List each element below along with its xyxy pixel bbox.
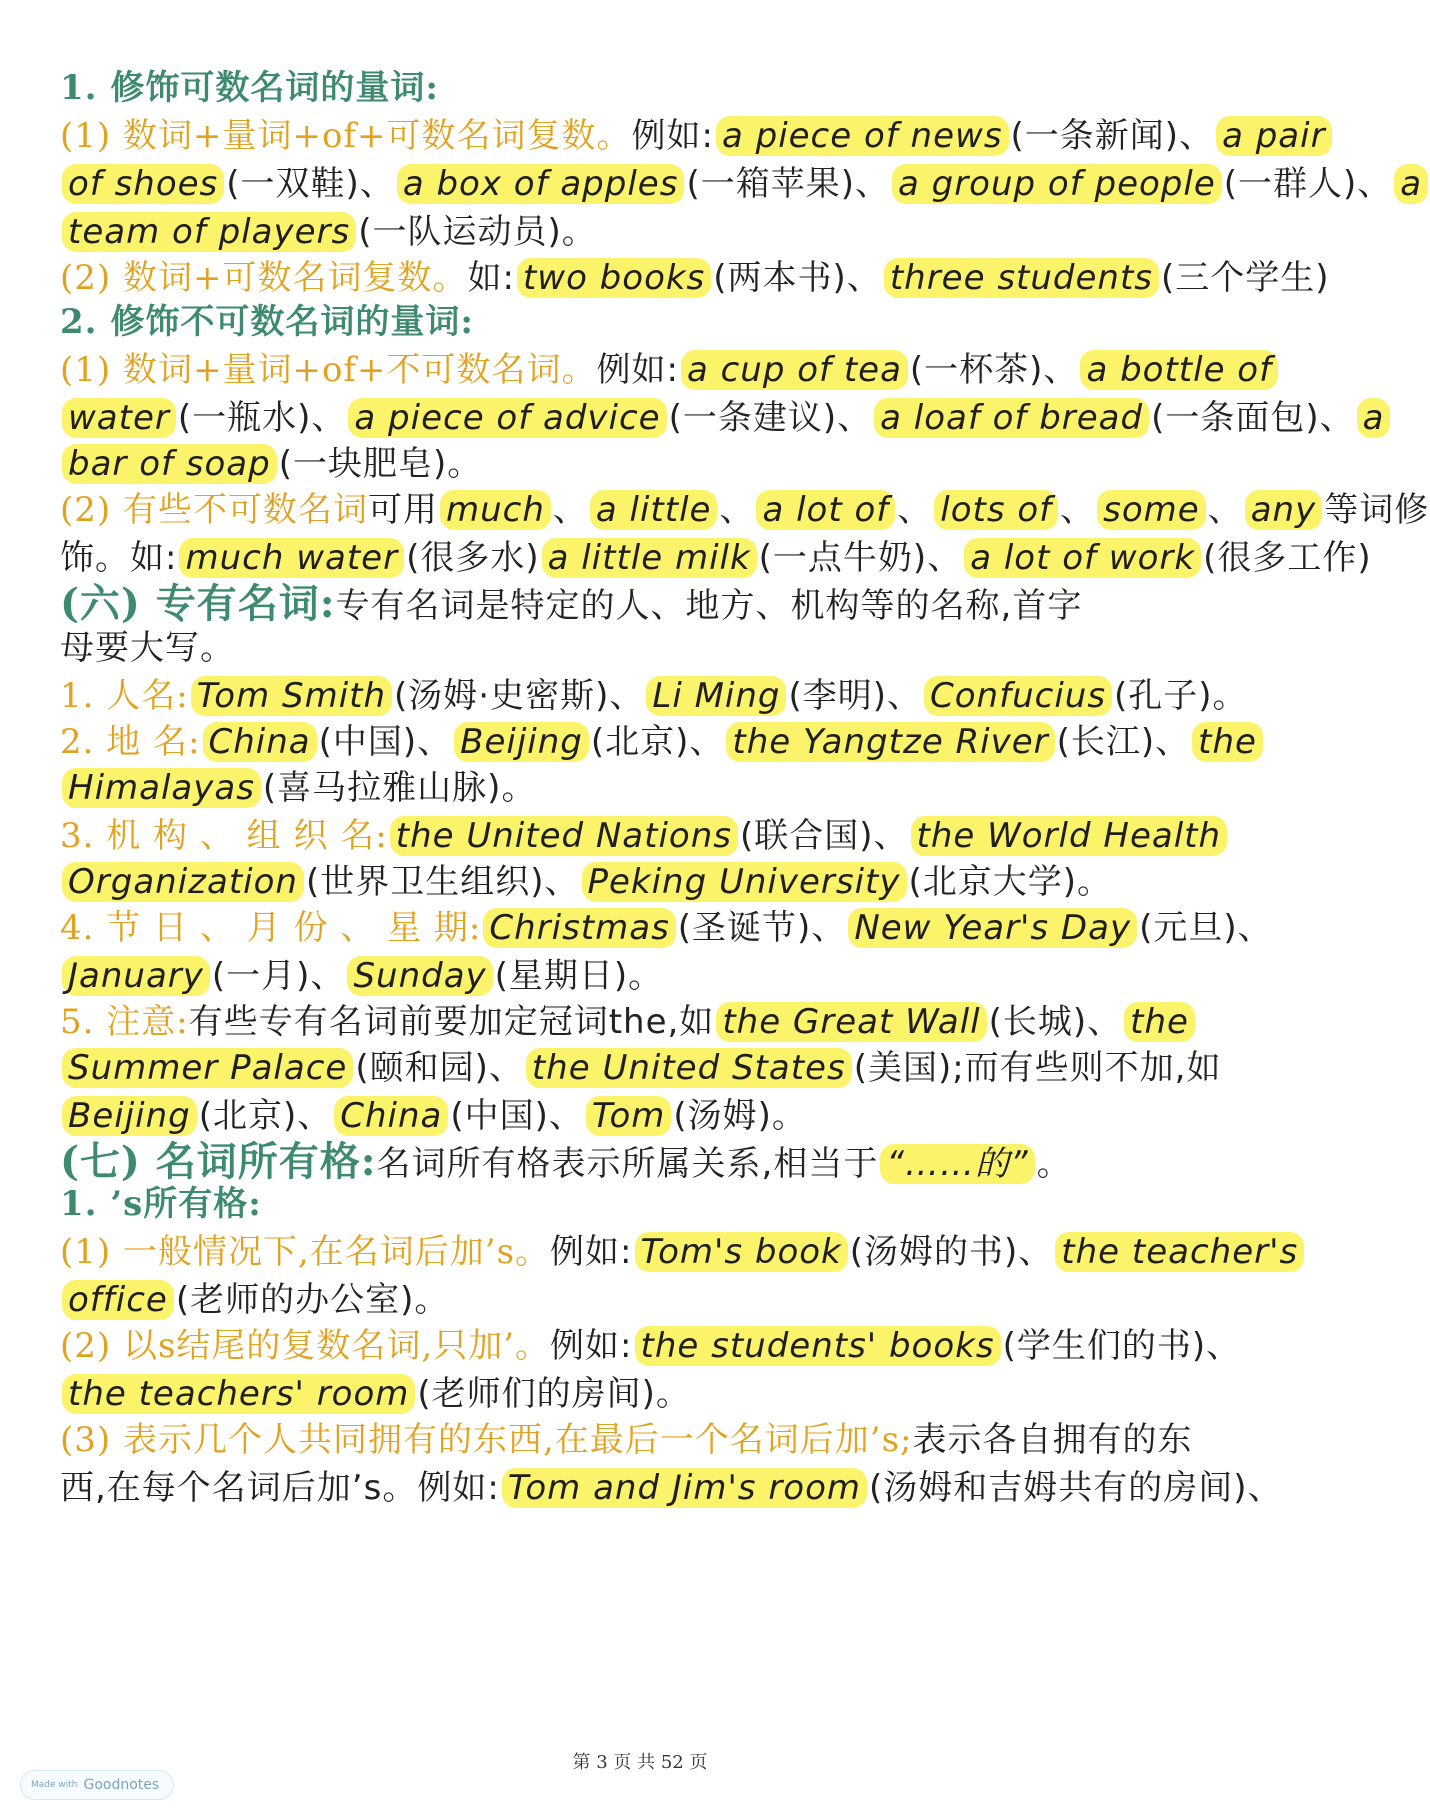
highlighted-phrase: the Yangtze River — [726, 722, 1054, 762]
body-text: (元旦)、 — [1139, 908, 1273, 948]
highlighted-phrase: the students' books — [635, 1326, 1001, 1366]
rule-label: 3. 机 构 、 组 织 名: — [60, 816, 388, 856]
body-text: 例如: — [631, 116, 714, 156]
text-line — [60, 204, 1230, 253]
body-text: 西,在每个名词后加’s。例如: — [60, 1468, 500, 1508]
body-text: (北京)、 — [198, 1096, 333, 1136]
highlighted-phrase: Peking University — [582, 862, 907, 902]
body-text: (联合国)、 — [740, 816, 909, 856]
body-text: (颐和园)、 — [355, 1048, 524, 1088]
body-text: (汤姆和吉姆共有的房间)、 — [869, 1468, 1283, 1508]
highlighted-phrase: Tom — [586, 1096, 672, 1136]
text-line — [60, 994, 1230, 1043]
text-line — [60, 714, 1257, 763]
body-text: (美国);而有些则不加,如 — [853, 1048, 1222, 1088]
highlighted-phrase: a pair — [1216, 116, 1331, 156]
body-text: 、 — [897, 490, 933, 530]
highlighted-phrase: much water — [179, 538, 404, 578]
section-heading: 1. 修饰可数名词的量词: — [60, 68, 439, 108]
body-text: (一杯茶)、 — [909, 350, 1079, 390]
highlighted-phrase: much — [440, 490, 551, 530]
highlighted-phrase: a lot of work — [964, 538, 1201, 578]
rule-label: (2) 以s结尾的复数名词,只加’。 — [60, 1326, 551, 1366]
section-heading: (七) 名词所有格: — [60, 1138, 377, 1185]
text-line — [60, 900, 1273, 949]
highlighted-phrase: the teacher's — [1055, 1232, 1304, 1272]
highlighted-phrase: the — [1192, 722, 1263, 762]
highlighted-phrase: office — [62, 1280, 174, 1320]
rule-label: (2) 有些不可数名词 — [60, 490, 368, 530]
highlighted-phrase: Tom's book — [635, 1232, 848, 1272]
highlighted-phrase: lots of — [934, 490, 1058, 530]
highlighted-phrase: water — [62, 398, 176, 438]
body-text: (中国)、 — [450, 1096, 584, 1136]
highlighted-phrase: a box of apples — [397, 164, 685, 204]
highlighted-phrase: two books — [517, 258, 711, 298]
text-line — [60, 1272, 1230, 1321]
text-line — [60, 808, 1230, 857]
body-text: (孔子)。 — [1114, 676, 1248, 716]
text-line — [60, 342, 1273, 391]
highlighted-phrase: a — [1394, 164, 1428, 204]
made-with-label: Made with — [31, 1780, 78, 1790]
rule-label: (1) 数词+量词+of+不可数名词。 — [60, 350, 597, 390]
body-text: 饰。如: — [60, 538, 178, 578]
body-text: (一块肥皂)。 — [278, 444, 483, 484]
body-text: (汤姆的书)、 — [849, 1232, 1054, 1272]
body-text: (世界卫生组织)、 — [305, 862, 580, 902]
highlighted-phrase: three students — [884, 258, 1159, 298]
body-text: (李明)、 — [788, 676, 923, 716]
section-heading: 1. ’s所有格: — [60, 1184, 262, 1224]
body-text: 例如: — [596, 350, 679, 390]
text-line — [60, 390, 1385, 439]
highlighted-phrase: Himalayas — [62, 768, 261, 808]
body-text: (一月)、 — [211, 956, 346, 996]
body-text: 可用 — [367, 490, 438, 530]
highlighted-phrase: a — [1357, 398, 1391, 438]
highlighted-phrase: a piece of news — [716, 116, 1009, 156]
highlighted-phrase: Organization — [62, 862, 304, 902]
text-line — [60, 1040, 1230, 1089]
text-line — [60, 1176, 1230, 1225]
body-text: (老师们的房间)。 — [417, 1374, 691, 1414]
rule-label: 4. 节 日 、 月 份 、 星 期: — [60, 908, 482, 948]
body-text: (星期日)。 — [494, 956, 664, 996]
body-text: (长江)、 — [1056, 722, 1191, 762]
highlighted-phrase: January — [62, 956, 210, 996]
highlighted-phrase: a group of people — [892, 164, 1222, 204]
highlighted-phrase: Beijing — [454, 722, 589, 762]
text-line — [60, 436, 1230, 485]
body-text: (学生们的书)、 — [1002, 1326, 1242, 1366]
highlighted-phrase: China — [203, 722, 317, 762]
text-line — [60, 60, 1230, 109]
highlighted-phrase: team of players — [62, 212, 356, 252]
highlighted-phrase: a bottle of — [1080, 350, 1278, 390]
body-text: (很多水) — [406, 538, 540, 578]
body-text: (汤姆·史密斯)、 — [394, 676, 645, 716]
body-text: 例如: — [550, 1232, 633, 1272]
highlighted-phrase: a piece of advice — [348, 398, 666, 438]
rule-label: (1) 数词+量词+of+可数名词复数。 — [60, 116, 632, 156]
rule-label: (1) 一般情况下,在名词后加’s。 — [60, 1232, 551, 1272]
body-text: (一队运动员)。 — [358, 212, 597, 252]
rule-label: 2. 地 名: — [60, 722, 201, 762]
body-text: (北京)、 — [590, 722, 725, 762]
highlighted-phrase: a lot of — [756, 490, 895, 530]
highlighted-phrase: the teachers' room — [62, 1374, 415, 1414]
body-text: (一点牛奶)、 — [758, 538, 963, 578]
highlighted-phrase: New Year's Day — [848, 908, 1137, 948]
text-line — [60, 1366, 1230, 1415]
text-line — [60, 250, 1330, 299]
section-heading: 2. 修饰不可数名词的量词: — [60, 302, 474, 342]
body-text: (一箱苹果)、 — [686, 164, 890, 204]
body-text: 等词修 — [1324, 490, 1430, 530]
body-text: (很多工作) — [1203, 538, 1372, 578]
highlighted-phrase: “……的” — [880, 1144, 1034, 1184]
rule-label: (2) 数词+可数名词复数。 — [60, 258, 468, 298]
highlighted-phrase: Confucius — [924, 676, 1112, 716]
body-text: 如: — [467, 258, 515, 298]
body-text: 名词所有格表示所属关系,相当于 — [376, 1144, 879, 1184]
highlighted-phrase: of shoes — [62, 164, 224, 204]
text-line — [60, 108, 1326, 157]
body-text: 、 — [1060, 490, 1096, 530]
body-text: 表示各自拥有的东 — [912, 1420, 1193, 1460]
text-line — [60, 156, 1423, 205]
body-text: 、 — [1207, 490, 1243, 530]
body-text: 。 — [1036, 1144, 1072, 1184]
text-line — [60, 760, 1230, 809]
page-number: 第 3 页 共 52 页 — [572, 1752, 708, 1773]
text-line — [60, 1460, 1283, 1509]
highlighted-phrase: the World Health — [911, 816, 1228, 856]
text-line — [60, 948, 1230, 997]
goodnotes-brand: Goodnotes — [83, 1777, 160, 1793]
highlighted-phrase: some — [1097, 490, 1206, 530]
text-line — [60, 482, 1430, 531]
highlighted-phrase: Li Ming — [646, 676, 786, 716]
highlighted-phrase: bar of soap — [62, 444, 277, 484]
body-text: (汤姆)。 — [673, 1096, 807, 1136]
highlighted-phrase: China — [334, 1096, 448, 1136]
body-text: (圣诞节)、 — [677, 908, 847, 948]
highlighted-phrase: a little milk — [542, 538, 757, 578]
highlighted-phrase: Tom Smith — [191, 676, 392, 716]
section-heading: (六) 专有名词: — [60, 580, 336, 627]
highlighted-phrase: the — [1124, 1002, 1195, 1042]
body-text: (喜马拉雅山脉)。 — [262, 768, 537, 808]
body-text: (一瓶水)、 — [177, 398, 347, 438]
highlighted-phrase: the United Nations — [390, 816, 738, 856]
body-text: (一双鞋)、 — [226, 164, 395, 204]
text-line — [60, 1224, 1299, 1273]
body-text: (北京大学)。 — [908, 862, 1113, 902]
highlighted-phrase: a loaf of bread — [874, 398, 1149, 438]
highlighted-phrase: Beijing — [62, 1096, 197, 1136]
body-text: (三个学生) — [1161, 258, 1330, 298]
highlighted-phrase: any — [1245, 490, 1323, 530]
body-text: 、 — [552, 490, 588, 530]
highlighted-phrase: a cup of tea — [681, 350, 908, 390]
text-line — [60, 668, 1248, 717]
goodnotes-badge — [20, 1770, 174, 1800]
body-text: (一群人)、 — [1223, 164, 1393, 204]
text-line — [60, 854, 1230, 903]
body-text: 例如: — [550, 1326, 633, 1366]
body-text: (长城)、 — [988, 1002, 1123, 1042]
text-line — [60, 1412, 1230, 1461]
body-text: (一条建议)、 — [668, 398, 873, 438]
body-text: 母要大写。 — [60, 628, 235, 668]
highlighted-phrase: a little — [590, 490, 718, 530]
highlighted-phrase: Christmas — [483, 908, 675, 948]
rule-label: (3) 表示几个人共同拥有的东西,在最后一个名词后加’s; — [60, 1420, 913, 1460]
body-text: (一条新闻)、 — [1010, 116, 1215, 156]
highlighted-phrase: Summer Palace — [62, 1048, 353, 1088]
body-text: (一条面包)、 — [1151, 398, 1355, 438]
body-text: (两本书)、 — [713, 258, 882, 298]
body-text: 、 — [719, 490, 755, 530]
body-text: (老师的办公室)。 — [175, 1280, 450, 1320]
text-line — [60, 294, 1230, 343]
body-text: (中国)、 — [318, 722, 453, 762]
body-text: 有些专有名词前要加定冠词the,如 — [188, 1002, 715, 1042]
text-line — [60, 620, 1230, 669]
body-text: 专有名词是特定的人、地方、机构等的名称,首字 — [335, 586, 1083, 626]
highlighted-phrase: Tom and Jim's room — [502, 1468, 867, 1508]
rule-label: 5. 注意: — [60, 1002, 189, 1042]
text-line — [60, 1318, 1242, 1367]
highlighted-phrase: the United States — [526, 1048, 852, 1088]
rule-label: 1. 人名: — [60, 676, 189, 716]
highlighted-phrase: the Great Wall — [716, 1002, 986, 1042]
highlighted-phrase: Sunday — [347, 956, 492, 996]
